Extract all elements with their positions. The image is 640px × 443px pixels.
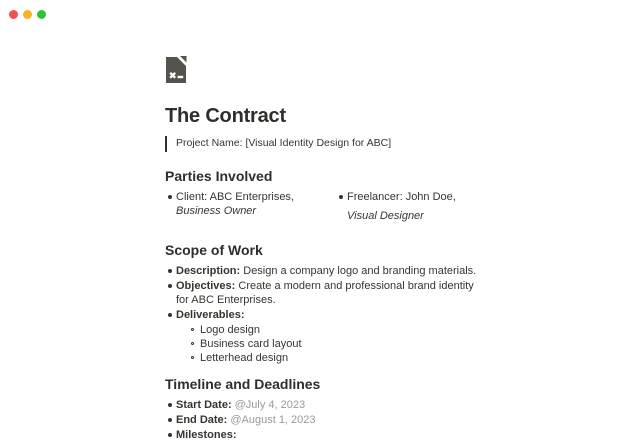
section-heading-timeline: Timeline and Deadlines [165,376,321,392]
objectives-text: Create a modern and professional brand identity for ABC Enterprises. [176,280,474,306]
end-date-mention[interactable]: @August 1, 2023 [230,414,316,426]
start-date-label: Start Date: [176,399,232,411]
list-item-letterhead [189,351,483,365]
deliverable-item: Logo design [200,324,260,336]
objectives-label: Objectives: [176,280,236,292]
document-page [165,56,483,443]
list-item-description [165,264,483,278]
bullet-icon [165,279,176,288]
description-label: Description: [176,265,241,277]
list-item-logo-design [189,323,483,337]
document-x-icon[interactable] [165,56,187,84]
list-item-business-card [189,337,483,351]
minimize-button[interactable] [23,10,32,19]
parties-column-client [165,190,312,224]
page-title: The Contract [165,105,286,127]
bullet-icon [165,428,176,437]
list-item-milestones [165,428,483,442]
bullet-icon [165,398,176,407]
parties-columns [165,190,483,224]
circle-bullet-icon [189,351,200,359]
zoom-button[interactable] [37,10,46,19]
scope-list [165,264,483,365]
bullet-icon [336,190,347,199]
freelancer-label: Freelancer: John Doe, [347,191,456,203]
section-heading-scope: Scope of Work [165,242,263,258]
bullet-icon [165,308,176,317]
list-item-client [165,190,312,218]
close-button[interactable] [9,10,18,19]
list-item-end-date [165,413,483,427]
bullet-icon [165,190,176,199]
deliverables-sublist [189,323,483,365]
end-date-label: End Date: [176,414,228,426]
list-item-freelancer [336,190,483,223]
project-name-quote [165,136,483,152]
deliverable-item: Letterhead design [200,352,289,364]
window-controls [9,10,46,19]
bullet-icon [165,264,176,273]
section-heading-parties: Parties Involved [165,168,273,184]
description-text: Design a company logo and branding materials. [240,265,477,277]
client-label: Client: ABC Enterprises, [176,191,294,203]
freelancer-role: Visual Designer [347,210,424,222]
circle-bullet-icon [189,323,200,331]
deliverable-item: Business card layout [200,338,302,350]
bullet-icon [165,413,176,422]
list-item-objectives [165,279,483,307]
list-item-start-date [165,398,483,412]
milestones-label: Milestones: [176,429,237,441]
parties-column-freelancer [336,190,483,224]
start-date-mention[interactable]: @July 4, 2023 [234,399,306,411]
client-role: Business Owner [176,205,257,217]
deliverables-label: Deliverables: [176,309,245,321]
circle-bullet-icon [189,337,200,345]
quote-text: Project Name: [Visual Identity Design for ABC] [176,137,392,149]
list-item-deliverables [165,308,483,322]
timeline-list [165,398,483,442]
